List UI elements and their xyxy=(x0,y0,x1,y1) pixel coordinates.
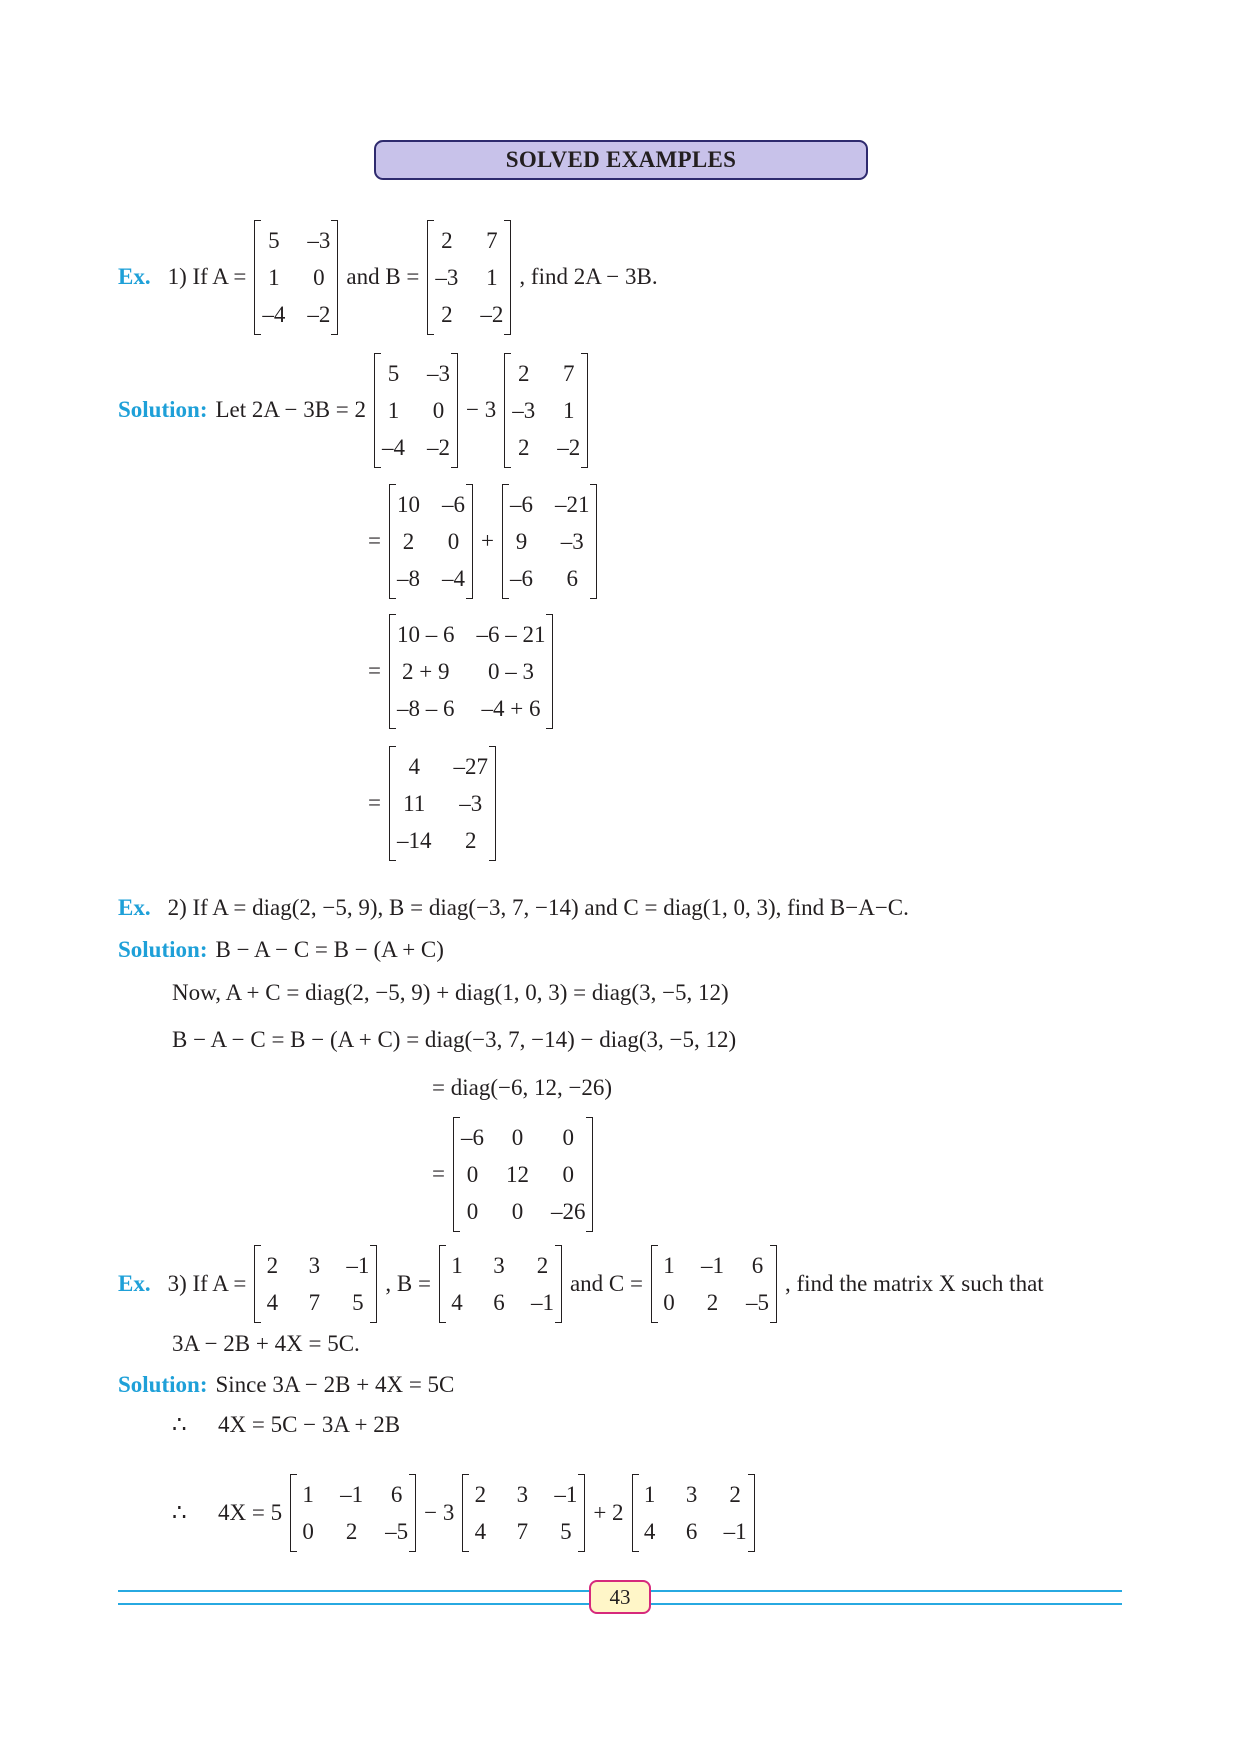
matrix-cell: 2 + 9 xyxy=(401,658,450,684)
solution-text: 4X = 5C − 3A + 2B xyxy=(218,1412,401,1437)
matrix-cell: 2 xyxy=(266,1253,279,1278)
solution-text: = diag(−6, 12, −26) xyxy=(432,1075,613,1100)
matrix-cell: –6 xyxy=(509,565,533,591)
example-text: and B = xyxy=(346,264,420,289)
matrix-cell: 2 xyxy=(464,827,477,853)
matrix-cell: 5 xyxy=(387,360,400,386)
matrix-cell: 3 xyxy=(308,1253,321,1278)
matrix-cell: –3 xyxy=(459,790,483,816)
matrix-cell: –8 – 6 xyxy=(396,695,455,721)
equals-sign: = xyxy=(368,658,381,683)
solution-text: Since 3A − 2B + 4X = 5C xyxy=(215,1372,455,1397)
matrix-cell: 6 xyxy=(751,1253,764,1278)
matrix-cell: 9 xyxy=(515,528,528,554)
matrix-cell: 6 xyxy=(390,1482,403,1507)
matrix-cell: –3 xyxy=(435,264,459,290)
matrix-cell: –3 xyxy=(512,397,536,423)
matrix-cell: 12 xyxy=(505,1161,529,1187)
solution-text: 4X = 5 xyxy=(218,1500,283,1525)
matrix-cell: 0 xyxy=(466,1198,479,1224)
solution-text: B − A − C = B − (A + C) xyxy=(215,937,444,962)
matrix-cell: –6 xyxy=(509,491,533,517)
example-text: , B = xyxy=(385,1271,431,1296)
matrix-cell: –2 xyxy=(307,301,331,327)
solution-1-step-3 xyxy=(368,616,561,726)
example-label: Ex. xyxy=(118,264,151,289)
matrix-cell: –1 xyxy=(346,1253,370,1278)
matrix-cell: 0 xyxy=(511,1198,524,1224)
solution-2 xyxy=(118,934,444,966)
matrix-cell: 0 xyxy=(432,397,445,423)
solution-3-line-3 xyxy=(172,1475,763,1551)
matrix-cell: 0 xyxy=(562,1161,574,1187)
matrix-cell: –2 xyxy=(480,301,504,327)
solution-1-step-4 xyxy=(368,748,504,858)
matrix-cell: 3 xyxy=(685,1482,698,1507)
matrix-cell: –6 xyxy=(441,491,465,517)
matrix-cell: 2 xyxy=(706,1290,719,1315)
solution-1-step-2 xyxy=(368,486,605,596)
therefore-symbol: ∴ xyxy=(172,1500,187,1525)
solution-text: B − A − C = B − (A + C) = diag(−3, 7, −14) − diag(3, −5, 12) xyxy=(172,1027,737,1052)
example-text: and C = xyxy=(569,1271,643,1296)
plus-sign: + xyxy=(480,528,494,553)
solution-2-line-2 xyxy=(172,977,729,1009)
matrix-cell: 1 xyxy=(302,1482,314,1507)
matrix-cell: –4 xyxy=(382,434,406,460)
page-number: 43 xyxy=(589,1580,651,1614)
matrix xyxy=(502,484,598,599)
matrix xyxy=(290,1474,416,1552)
example-label: Ex. xyxy=(118,895,151,920)
matrix-cell: –1 xyxy=(723,1519,747,1544)
matrix-cell: 4 xyxy=(643,1519,656,1544)
matrix xyxy=(389,484,473,599)
matrix-cell: –1 xyxy=(554,1482,578,1507)
matrix-cell: 10 xyxy=(396,491,420,517)
solution-text: Let 2A − 3B = 2 xyxy=(215,397,367,422)
matrix-cell: 2 xyxy=(729,1482,741,1507)
solution-2-matrix-line xyxy=(432,1119,601,1229)
solution-2-line-4 xyxy=(432,1072,612,1104)
example-text: 3A − 2B + 4X = 5C. xyxy=(172,1331,360,1356)
matrix-cell: 7 xyxy=(486,227,498,253)
matrix-cell: 6 xyxy=(685,1519,698,1544)
matrix-cell: 4 xyxy=(266,1290,279,1315)
matrix-cell: –4 + 6 xyxy=(481,695,541,721)
matrix-b xyxy=(427,220,511,335)
matrix xyxy=(389,614,554,729)
matrix-cell: 3 xyxy=(493,1253,505,1278)
section-title: SOLVED EXAMPLES xyxy=(374,140,868,180)
example-3 xyxy=(118,1246,1044,1322)
matrix xyxy=(462,1474,585,1552)
matrix-cell: –14 xyxy=(396,827,432,853)
matrix-a xyxy=(374,353,458,468)
solution-label: Solution: xyxy=(118,397,208,422)
example-text: , find the matrix X such that xyxy=(784,1271,1044,1296)
therefore-symbol: ∴ xyxy=(172,1412,187,1437)
solution-1 xyxy=(118,355,596,465)
matrix-cell: –3 xyxy=(427,360,451,386)
matrix-cell: 4 xyxy=(408,753,420,779)
equals-sign: = xyxy=(432,1161,445,1186)
matrix-cell: 5 xyxy=(560,1519,572,1544)
matrix xyxy=(632,1474,755,1552)
matrix-cell: 0 xyxy=(663,1290,675,1315)
example-text: 1) If A = xyxy=(167,264,247,289)
matrix-cell: –1 xyxy=(700,1253,724,1278)
matrix-cell: –2 xyxy=(557,434,581,460)
matrix-cell: 2 xyxy=(441,301,453,327)
matrix-cell: –6 xyxy=(460,1124,484,1150)
matrix-cell: –6 – 21 xyxy=(476,621,546,647)
matrix-cell: –4 xyxy=(262,301,286,327)
matrix-cell: 0 xyxy=(466,1161,479,1187)
matrix-cell: 0 xyxy=(447,528,460,554)
example-1 xyxy=(118,222,658,332)
example-text: 2) If A = diag(2, −5, 9), B = diag(−3, 7, −14) and C = diag(1, 0, 3), find B−A−C. xyxy=(167,895,909,920)
example-text: 3) If A = xyxy=(167,1271,247,1296)
matrix-cell: 0 xyxy=(313,264,325,290)
matrix-cell: 10 – 6 xyxy=(396,621,455,647)
matrix-cell: –8 xyxy=(396,565,420,591)
example-text: , find 2A − 3B. xyxy=(519,264,658,289)
matrix-cell: 1 xyxy=(451,1253,463,1278)
example-label: Ex. xyxy=(118,1271,151,1296)
matrix-cell: 2 xyxy=(536,1253,549,1278)
matrix-cell: 2 xyxy=(518,360,530,386)
matrix xyxy=(389,746,496,861)
matrix-cell: –2 xyxy=(427,434,451,460)
matrix-cell: 1 xyxy=(663,1253,675,1278)
matrix-cell: 4 xyxy=(451,1290,463,1315)
matrix-cell: –5 xyxy=(385,1519,409,1544)
solution-label: Solution: xyxy=(118,1372,208,1397)
matrix-c xyxy=(651,1245,777,1323)
matrix-cell: 5 xyxy=(268,227,280,253)
matrix-cell: –1 xyxy=(340,1482,364,1507)
solution-text: − 3 xyxy=(424,1500,455,1525)
matrix-cell: 0 xyxy=(511,1124,524,1150)
equals-sign: = xyxy=(368,528,381,553)
matrix-cell: 7 xyxy=(308,1290,321,1315)
matrix-a xyxy=(254,1245,377,1323)
matrix-cell: 0 xyxy=(302,1519,314,1544)
matrix-cell: 0 xyxy=(562,1124,574,1150)
matrix-cell: 2 xyxy=(402,528,415,554)
matrix-cell: –26 xyxy=(550,1198,586,1224)
matrix-cell: 4 xyxy=(474,1519,487,1544)
matrix-cell: 1 xyxy=(268,264,280,290)
matrix-cell: 2 xyxy=(518,434,530,460)
matrix-cell: 1 xyxy=(563,397,575,423)
matrix-cell: 2 xyxy=(441,227,453,253)
matrix-cell: 5 xyxy=(352,1290,364,1315)
matrix-cell: –3 xyxy=(307,227,331,253)
matrix-cell: 1 xyxy=(387,397,400,423)
matrix-cell: 7 xyxy=(563,360,575,386)
solution-text: − 3 xyxy=(466,397,497,422)
matrix xyxy=(453,1117,594,1232)
solution-3 xyxy=(118,1369,454,1401)
matrix-a xyxy=(254,220,338,335)
matrix-cell: –1 xyxy=(530,1290,554,1315)
solution-2-line-3 xyxy=(172,1024,736,1056)
matrix-cell: 3 xyxy=(516,1482,529,1507)
matrix-cell: –27 xyxy=(453,753,488,779)
example-2 xyxy=(118,892,909,924)
matrix-cell: –5 xyxy=(745,1290,769,1315)
matrix-cell: 6 xyxy=(566,565,578,591)
example-3-line-2 xyxy=(172,1328,360,1360)
matrix-b xyxy=(439,1245,562,1323)
matrix-cell: 0 – 3 xyxy=(487,658,534,684)
matrix-cell: –21 xyxy=(554,491,590,517)
matrix-cell: 2 xyxy=(474,1482,487,1507)
matrix-cell: 1 xyxy=(643,1482,656,1507)
solution-text: + 2 xyxy=(593,1500,624,1525)
matrix-cell: 2 xyxy=(345,1519,358,1544)
matrix-cell: 1 xyxy=(486,264,498,290)
matrix-b xyxy=(504,353,588,468)
matrix-cell: 6 xyxy=(493,1290,505,1315)
matrix-cell: –4 xyxy=(441,565,465,591)
matrix-cell: 11 xyxy=(403,790,426,816)
matrix-cell: –3 xyxy=(560,528,584,554)
solution-label: Solution: xyxy=(118,937,208,962)
equals-sign: = xyxy=(368,790,381,815)
solution-3-line-2 xyxy=(172,1409,400,1441)
solution-text: Now, A + C = diag(2, −5, 9) + diag(1, 0, 3) = diag(3, −5, 12) xyxy=(172,980,729,1005)
matrix-cell: 7 xyxy=(516,1519,529,1544)
